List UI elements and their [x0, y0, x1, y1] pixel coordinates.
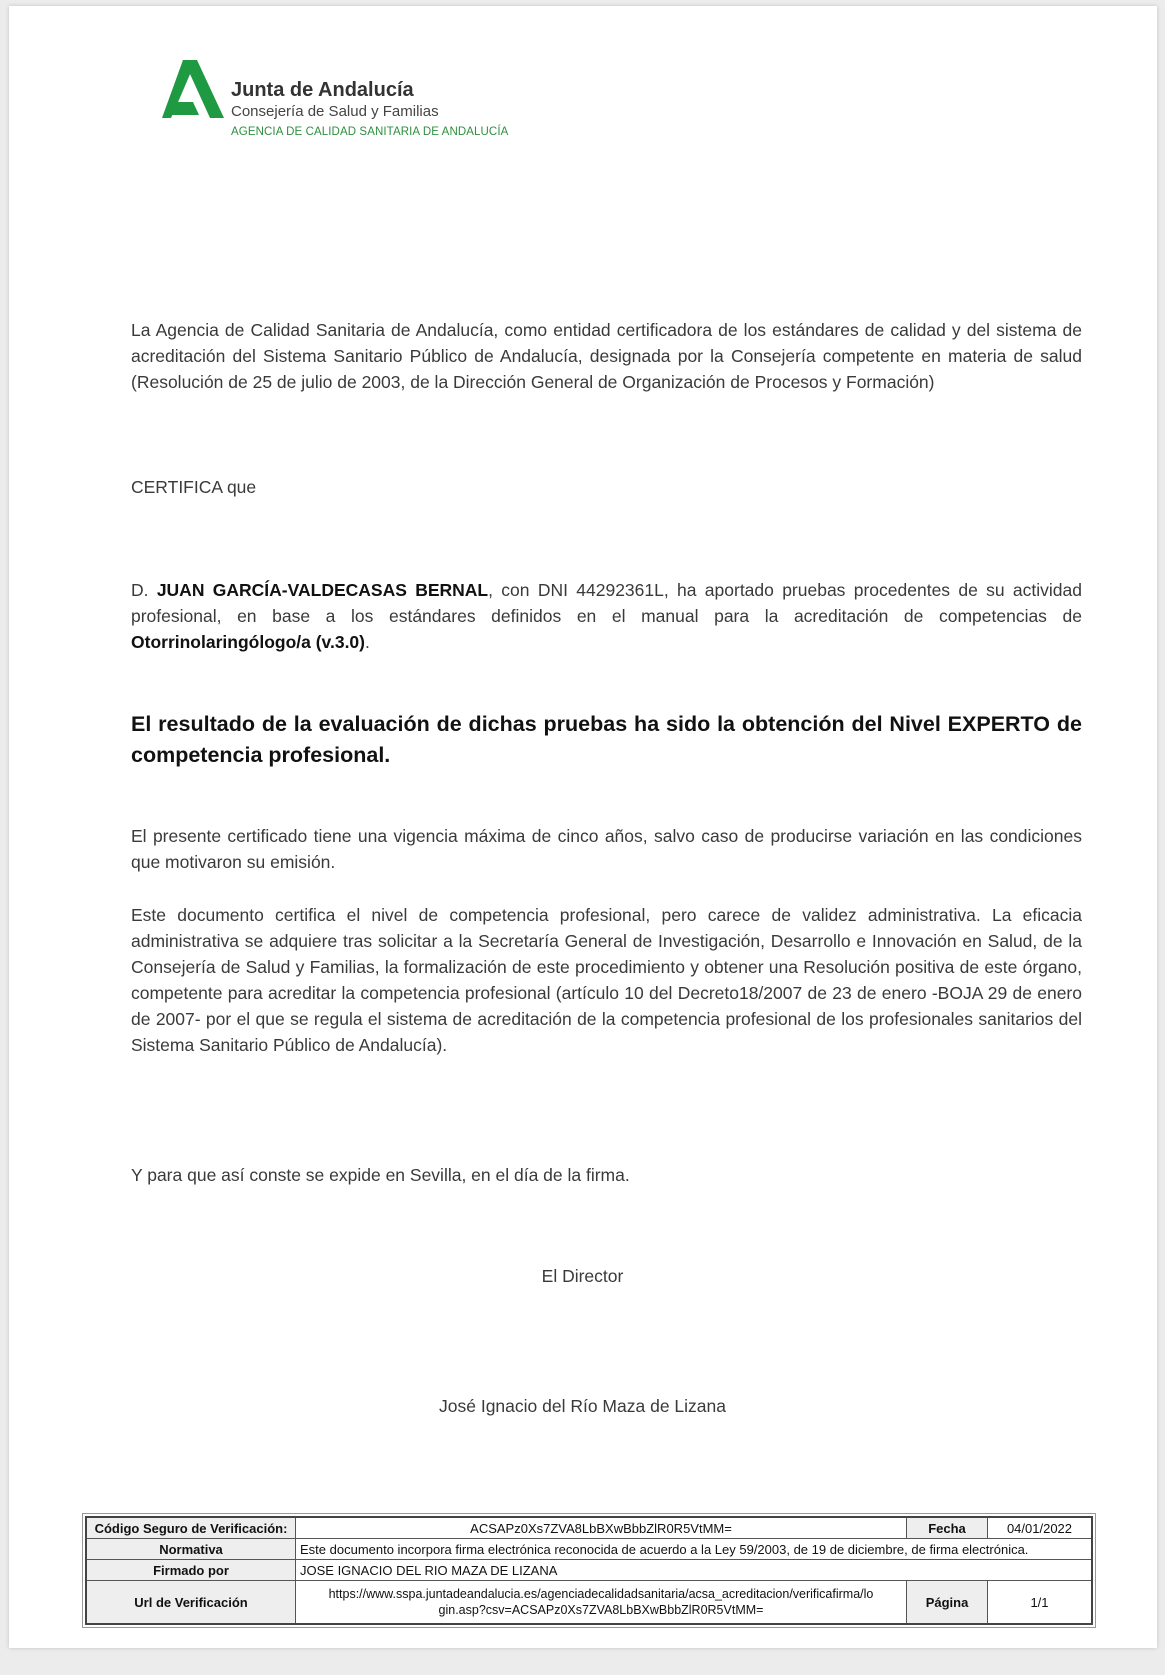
page-label: Página [907, 1581, 988, 1625]
csv-value: ACSAPz0Xs7ZVA8LbBXwBbbZlR0R5VtMM= [296, 1517, 907, 1539]
person-name: JUAN GARCÍA-VALDECASAS BERNAL [156, 580, 489, 600]
manual-end: . [365, 632, 370, 652]
junta-a-logo-icon [162, 60, 224, 120]
norm-label: Normativa [86, 1539, 296, 1560]
person-prefix: D. [131, 580, 157, 600]
table-row [86, 1581, 1092, 1625]
logo-department: Consejería de Salud y Familias [231, 103, 439, 120]
logo-title: Junta de Andalucía [231, 79, 414, 101]
csv-label: Código Seguro de Verificación: [86, 1517, 296, 1539]
manual-name: Otorrinolaringólogo/a (v.3.0) [131, 632, 365, 652]
date-value: 04/01/2022 [988, 1517, 1093, 1539]
signed-by-value: JOSE IGNACIO DEL RIO MAZA DE LIZANA [296, 1560, 1093, 1581]
verification-table [85, 1516, 1093, 1625]
person-paragraph [131, 577, 1082, 655]
signer-name: José Ignacio del Río Maza de Lizana [439, 1396, 726, 1416]
person-text: , con DNI 44292361L, ha aportado pruebas procedentes de su actividad profesional, en base a los estándares definidos en el manual para la acreditación de competencias de [131, 580, 1082, 626]
norm-value: Este documento incorpora firma electrónica reconocida de acuerdo a la Ley 59/2003, de 19 de diciembre, de firma electrónica. [296, 1539, 1093, 1560]
administrative-paragraph: Este documento certifica el nivel de competencia profesional, pero carece de validez administrativa. La eficacia administrativa se adquiere tras solicitar a la Secretaría General de Investigación, Desarrollo e Innovación en Salud, de la Consejería de Salud y Familias, la formalización de este procedimiento y obtener una Resolución positiva de este órgano, competente para acreditar la competencia profesional (artículo 10 del Decreto18/2007 de 23 de enero -BOJA 29 de enero de 2007- por el que se regula el sistema de acreditación de la competencia profesional de los profesionales sanitarios del Sistema Sanitario Público de Andalucía). [131, 905, 1082, 1055]
signer-title: El Director [541, 1266, 624, 1286]
url-line-2: gin.asp?csv=ACSAPz0Xs7ZVA8LbBXwBbbZlR0R5VtMM= [438, 1603, 764, 1617]
table-row [86, 1539, 1092, 1560]
junta-logo [162, 60, 522, 145]
certifica-heading: CERTIFICA que [131, 477, 257, 497]
intro-paragraph: La Agencia de Calidad Sanitaria de Andalucía, como entidad certificadora de los estándares de calidad y del sistema de acreditación del Sistema Sanitario Público de Andalucía, designada por la Consejería competente en materia de salud (Resolución de 25 de julio de 2003, de la Dirección General de Organización de Procesos y Formación) [131, 320, 1082, 392]
closing-paragraph: Y para que así conste se expide en Sevilla, en el día de la firma. [131, 1165, 630, 1185]
url-label: Url de Verificación [86, 1581, 296, 1625]
page-value: 1/1 [988, 1581, 1093, 1625]
verification-url[interactable] [296, 1581, 907, 1625]
signed-by-label: Firmado por [86, 1560, 296, 1581]
result-statement: El resultado de la evaluación de dichas pruebas ha sido la obtención del Nivel EXPERTO de competencia profesional. [131, 712, 1082, 767]
date-label: Fecha [907, 1517, 988, 1539]
table-row [86, 1517, 1092, 1539]
table-row [86, 1560, 1092, 1581]
url-line-1: https://www.sspa.juntadeandalucia.es/agenciadecalidadsanitaria/acsa_acreditacion/verificafirma/lo [328, 1587, 874, 1601]
logo-agency: AGENCIA DE CALIDAD SANITARIA DE ANDALUCÍA [231, 126, 509, 138]
validity-paragraph: El presente certificado tiene una vigencia máxima de cinco años, salvo caso de producirse variación en las condiciones que motivaron su emisión. [131, 826, 1082, 872]
